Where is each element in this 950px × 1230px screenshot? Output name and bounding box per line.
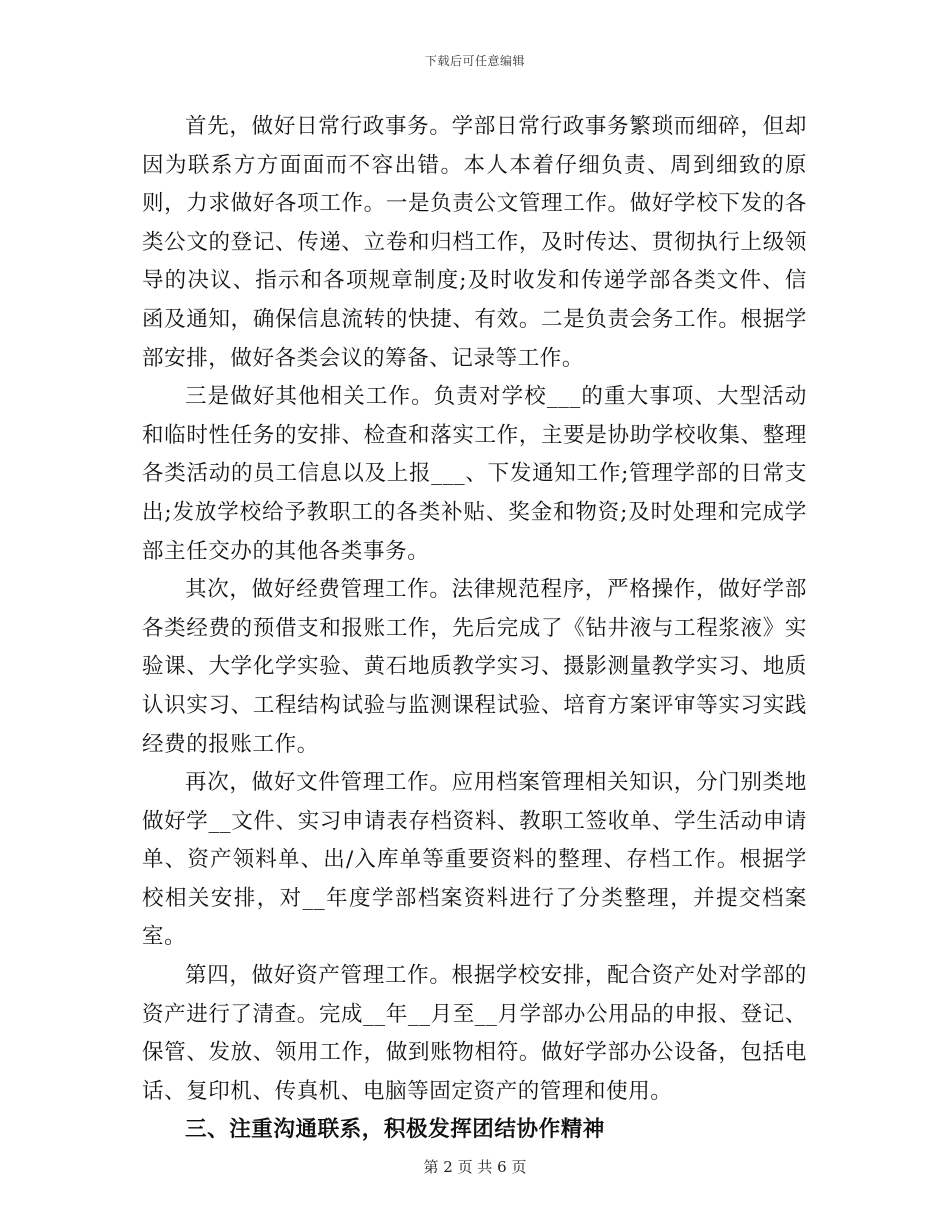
page-header-note: 下载后可任意编辑 (424, 54, 525, 68)
section-heading: 三、注重沟通联系，积极发挥团结协作精神 (185, 1117, 605, 1143)
paragraph-other-work: 三是做好其他相关工作。负责对学校___的重大事项、大型活动和临时性任务的安排、检查和落实工作，主要是协助学校收集、整理各类活动的员工信息以及上报___、下发通知工作;管理学部的日常支出;发放学校给予教职工的各类补贴、奖金和物资;及时处理和完成学部主任交办的其他各类事务。 (142, 384, 807, 564)
paragraph-funds-management: 其次，做好经费管理工作。法律规范程序，严格操作，做好学部各类经费的预借支和报账工作，先后完成了《钻井液与工程浆液》实验课、大学化学实验、黄石地质教学实习、摄影测量教学实习、地质认识实习、工程结构试验与监测课程试验、培育方案评审等实习实践经费的报账工作。 (142, 577, 807, 757)
page-number-footer: 第 2 页 共 6 页 (423, 1158, 527, 1176)
paragraph-file-management: 再次，做好文件管理工作。应用档案管理相关知识，分门别类地做好学__文件、实习申请表存档资料、教职工签收单、学生活动申请单、资产领料单、出/入库单等重要资料的整理、存档工作。根据学校相关安排，对__年度学部档案资料进行了分类整理，并提交档案室。 (142, 770, 807, 950)
paragraph-daily-admin: 首先，做好日常行政事务。学部日常行政事务繁琐而细碎，但却因为联系方方面面而不容出错。本人本着仔细负责、周到细致的原则，力求做好各项工作。一是负责公文管理工作。做好学校下发的各类公文的登记、传递、立卷和归档工作，及时传达、贯彻执行上级领导的决议、指示和各项规章制度;及时收发和传递学部各类文件、信函及通知，确保信息流转的快捷、有效。二是负责会务工作。根据学部安排，做好各类会议的筹备、记录等工作。 (142, 114, 807, 371)
paragraph-asset-management: 第四，做好资产管理工作。根据学校安排，配合资产处对学部的资产进行了清查。完成__年__月至__月学部办公用品的申报、登记、保管、发放、领用工作，做到账物相符。做好学部办公设备，包括电话、复印机、传真机、电脑等固定资产的管理和使用。 (142, 963, 807, 1104)
document-body (142, 108, 807, 1150)
